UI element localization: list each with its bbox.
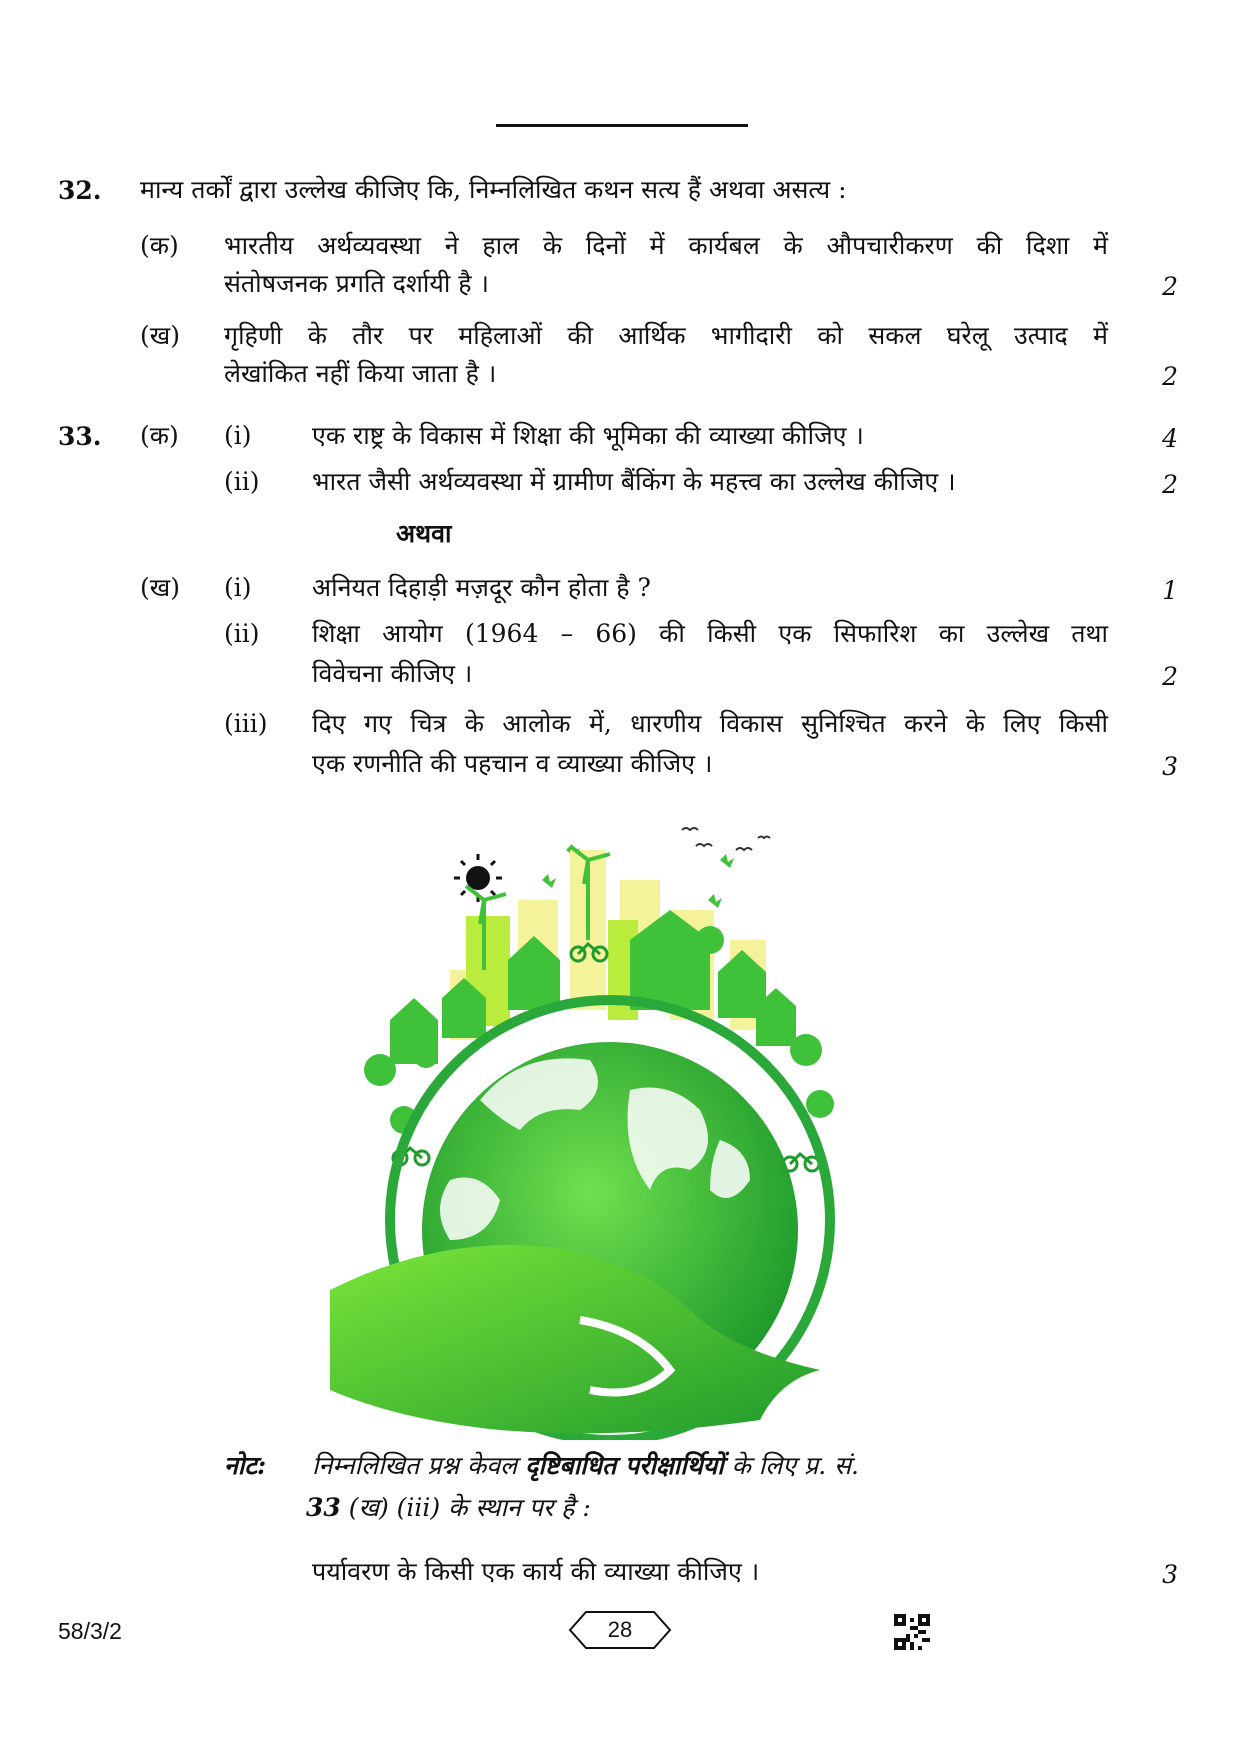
q33-ka-ii-marks: 2	[1162, 470, 1178, 499]
note-question: पर्यावरण के किसी एक कार्य की व्याख्या कीजिए ।	[312, 1557, 760, 1586]
q33-ka-i-text: एक राष्ट्र के विकास में शिक्षा की भूमिका की व्याख्या कीजिए ।	[312, 421, 864, 450]
q32-part-ka-line1: भारतीय अर्थव्यवस्था ने हाल के दिनों में कार्यबल के औपचारीकरण की दिशा में	[224, 231, 1108, 260]
note-line2-rest: (ख) (iii) के स्थान पर है :	[348, 1493, 591, 1522]
q33-kha-i-marks: 1	[1162, 576, 1178, 605]
q33-kha-iii-line1: दिए गए चित्र के आलोक में, धारणीय विकास सुनिश्चित करने के लिए किसी	[312, 709, 1108, 738]
note-question-marks: 3	[1162, 1560, 1178, 1589]
sustainable-earth-illustration	[330, 820, 890, 1440]
page-number-box	[568, 1610, 672, 1650]
q33-kha-iii-marks: 3	[1162, 752, 1178, 781]
question-33-number: 33.	[58, 422, 102, 451]
or-label: अथवा	[396, 519, 452, 548]
q33-part-kha-label: (ख)	[140, 573, 180, 602]
q33-kha-ii-marks: 2	[1162, 662, 1178, 691]
q33-ka-i-marks: 4	[1162, 424, 1178, 453]
q33-kha-ii-line2: विवेचना कीजिए ।	[312, 659, 473, 688]
top-rule	[496, 124, 748, 127]
q32-part-kha-marks: 2	[1162, 362, 1178, 391]
q33-kha-i-text: अनियत दिहाड़ी मज़दूर कौन होता है ?	[312, 573, 651, 602]
q32-part-kha-label: (ख)	[140, 321, 180, 350]
note-line2	[306, 1492, 591, 1524]
paper-code: 58/3/2	[58, 1618, 122, 1644]
q33-kha-iii-label: (iii)	[224, 709, 268, 738]
q33-part-ka-label: (क)	[140, 421, 179, 450]
note-line1	[312, 1450, 859, 1482]
qr-code-icon	[894, 1614, 930, 1650]
q32-part-ka-marks: 2	[1162, 272, 1178, 301]
note-emphasis: दृष्टिबाधित परीक्षार्थियों	[525, 1451, 724, 1480]
page-number: 28	[607, 1617, 633, 1642]
q33-ka-ii-text: भारत जैसी अर्थव्यवस्था में ग्रामीण बैंकिंग के महत्त्व का उल्लेख कीजिए ।	[312, 467, 956, 496]
q32-part-kha-line1: गृहिणी के तौर पर महिलाओं की आर्थिक भागीदारी को सकल घरेलू उत्पाद में	[224, 321, 1108, 350]
q33-kha-iii-line2: एक रणनीति की पहचान व व्याख्या कीजिए ।	[312, 749, 713, 778]
note-question-ref: 33	[306, 1493, 341, 1522]
q33-kha-ii-line1: शिक्षा आयोग (1964 – 66) की किसी एक सिफारिश का उल्लेख तथा	[312, 619, 1108, 648]
q33-kha-i-label: (i)	[224, 573, 252, 602]
q32-part-ka-label: (क)	[140, 231, 179, 260]
question-32-stem: मान्य तर्कों द्वारा उल्लेख कीजिए कि, निम्नलिखित कथन सत्य हैं अथवा असत्य :	[140, 175, 847, 204]
note-label: नोट:	[224, 1451, 267, 1480]
q33-kha-ii-label: (ii)	[224, 619, 260, 648]
note-pre: निम्नलिखित प्रश्न केवल	[312, 1451, 518, 1480]
q33-ka-ii-label: (ii)	[224, 467, 260, 496]
bird-icons	[682, 828, 770, 850]
q33-ka-i-label: (i)	[224, 421, 252, 450]
note-post: के लिए प्र. सं.	[731, 1451, 859, 1480]
q32-part-kha-line2: लेखांकित नहीं किया जाता है ।	[224, 359, 497, 388]
question-32-number: 32.	[58, 176, 102, 205]
q32-part-ka-line2: संतोषजनक प्रगति दर्शायी है ।	[224, 269, 489, 298]
